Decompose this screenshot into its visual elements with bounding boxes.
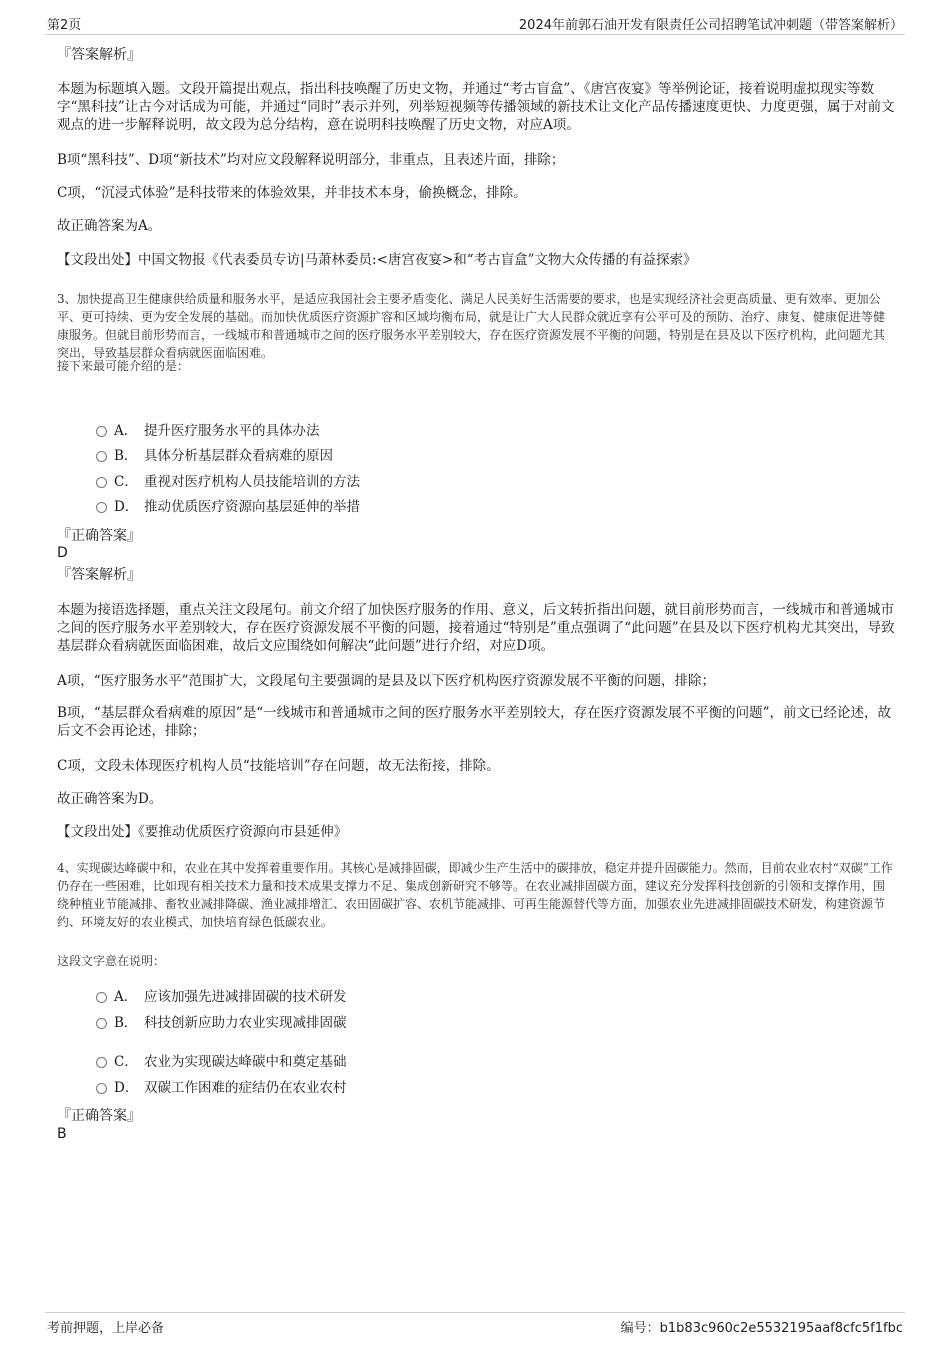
answer-analysis-label: 『答案解析』 xyxy=(57,567,141,583)
analysis-paragraph: C项，文段未体现医疗机构人员“技能培训”存在问题，故无法衔接，排除。 xyxy=(57,758,500,774)
radio-icon[interactable] xyxy=(96,426,107,437)
question-4-prompt: 这段文字意在说明： xyxy=(57,954,166,968)
radio-icon[interactable] xyxy=(96,502,107,513)
radio-icon[interactable] xyxy=(96,477,107,488)
radio-icon[interactable] xyxy=(96,1083,107,1094)
page-header xyxy=(45,12,905,35)
document-code: 编号：b1b83c960c2e5532195aaf8cfc5f1fbc xyxy=(620,1321,903,1336)
radio-icon[interactable] xyxy=(96,992,107,1003)
page-number: 第2页 xyxy=(47,18,82,33)
analysis-paragraph: 故正确答案为D。 xyxy=(57,791,163,807)
footer-slogan: 考前押题，上岸必备 xyxy=(47,1321,165,1336)
correct-answer: B xyxy=(57,1126,67,1142)
answer-analysis-label: 『答案解析』 xyxy=(57,47,141,63)
question-4-stem: 4、实现碳达峰碳中和，农业在其中发挥着重要作用。其核心是减排固碳，即减少生产生活中的碳排放，稳定并提升固碳能力。然而，目前农业农村“双碳”工作仍存在一些困难，比如现有相关技术力量和技术成果支撑力不足、集成创新研究不够等。在农业减排固碳方面，建议充分发挥科技创新的引领和支撑作用，围绕种植业节能减排、畜牧业减排降碳、渔业减排增汇、农田固碳扩容、农机节能减排、可再生能源替代等方面，加强农业先进减排固碳技术研发，构建资源节约、环境友好的农业模式，加快培育绿色低碳农业。 xyxy=(57,861,893,929)
source-citation: 【文段出处】《要推动优质医疗资源向市县延伸》 xyxy=(57,824,348,840)
question-3-stem: 3、加快提高卫生健康供给质量和服务水平，是适应我国社会主要矛盾变化、满足人民美好生活需要的要求，也是实现经济社会更高质量、更有效率、更加公平、更可持续、更为安全发展的基础。而加快优质医疗资源扩容和区域均衡布局，就是让广大人民群众就近享有公平可及的预防、治疗、康复、健康促进等健康服务。但就目前形势而言，一线城市和普通城市之间的医疗服务水平差别较大，存在医疗资源发展不平衡的问题，特别是在县及以下医疗机构，此问题尤其突出，导致基层群众看病就医面临困难。 xyxy=(57,292,886,360)
radio-icon[interactable] xyxy=(96,1057,107,1068)
analysis-paragraph: C项，“沉浸式体验”是科技带来的体验效果，并非技术本身，偷换概念，排除。 xyxy=(57,185,527,201)
correct-answer-label: 『正确答案』 xyxy=(57,1108,141,1124)
correct-answer-label: 『正确答案』 xyxy=(57,528,141,544)
analysis-paragraph: B项，“基层群众看病难的原因”是“一线城市和普通城市之间的医疗服务水平差别较大，存在医疗资源发展不平衡的问题”，前文已经论述，故后文不会再论述，排除； xyxy=(57,705,892,739)
analysis-paragraph: B项“黑科技”、D项“新技术”均对应文段解释说明部分，非重点，且表述片面，排除； xyxy=(57,152,565,168)
document-title: 2024年前郭石油开发有限责任公司招聘笔试冲刺题（带答案解析） xyxy=(518,18,903,33)
radio-icon[interactable] xyxy=(96,451,107,462)
analysis-paragraph: A项，“医疗服务水平”范围扩大，文段尾句主要强调的是县及以下医疗机构医疗资源发展不平衡的问题，排除； xyxy=(57,673,716,689)
page-footer xyxy=(45,1312,905,1337)
analysis-paragraph: 本题为接语选择题，重点关注文段尾句。前文介绍了加快医疗服务的作用、意义，后文转折指出问题，就目前形势而言，一线城市和普通城市之间的医疗服务水平差别较大，存在医疗资源发展不平衡的问题，接着通过“特别是”重点强调了“此问题”在县及以下医疗机构尤其突出，导致基层群众看病就医面临困难，故后文应围绕如何解决“此问题”进行介绍，对应D项。 xyxy=(57,602,895,654)
analysis-paragraph: 本题为标题填入题。文段开篇提出观点，指出科技唤醒了历史文物，并通过“考古盲盒”、《唐宫夜宴》等举例论证，接着说明虚拟现实等数字“黑科技”让古今对话成为可能，并通过“同时”表示并列，列举短视频等传播领域的新技术让文化产品传播速度更快、力度更强，属于对前文观点的进一步解释说明，故文段为总分结构，意在说明科技唤醒了历史文物，对应A项。 xyxy=(57,81,895,133)
radio-icon[interactable] xyxy=(96,1018,107,1029)
correct-answer: D xyxy=(57,545,68,561)
analysis-paragraph: 故正确答案为A。 xyxy=(57,218,162,234)
question-3-prompt: 接下来最可能介绍的是： xyxy=(57,359,190,373)
source-citation: 【文段出处】中国文物报《代表委员专访|马萧林委员:<唐宫夜宴>和“考古盲盒”文物大众传播的有益探索》 xyxy=(57,252,697,268)
